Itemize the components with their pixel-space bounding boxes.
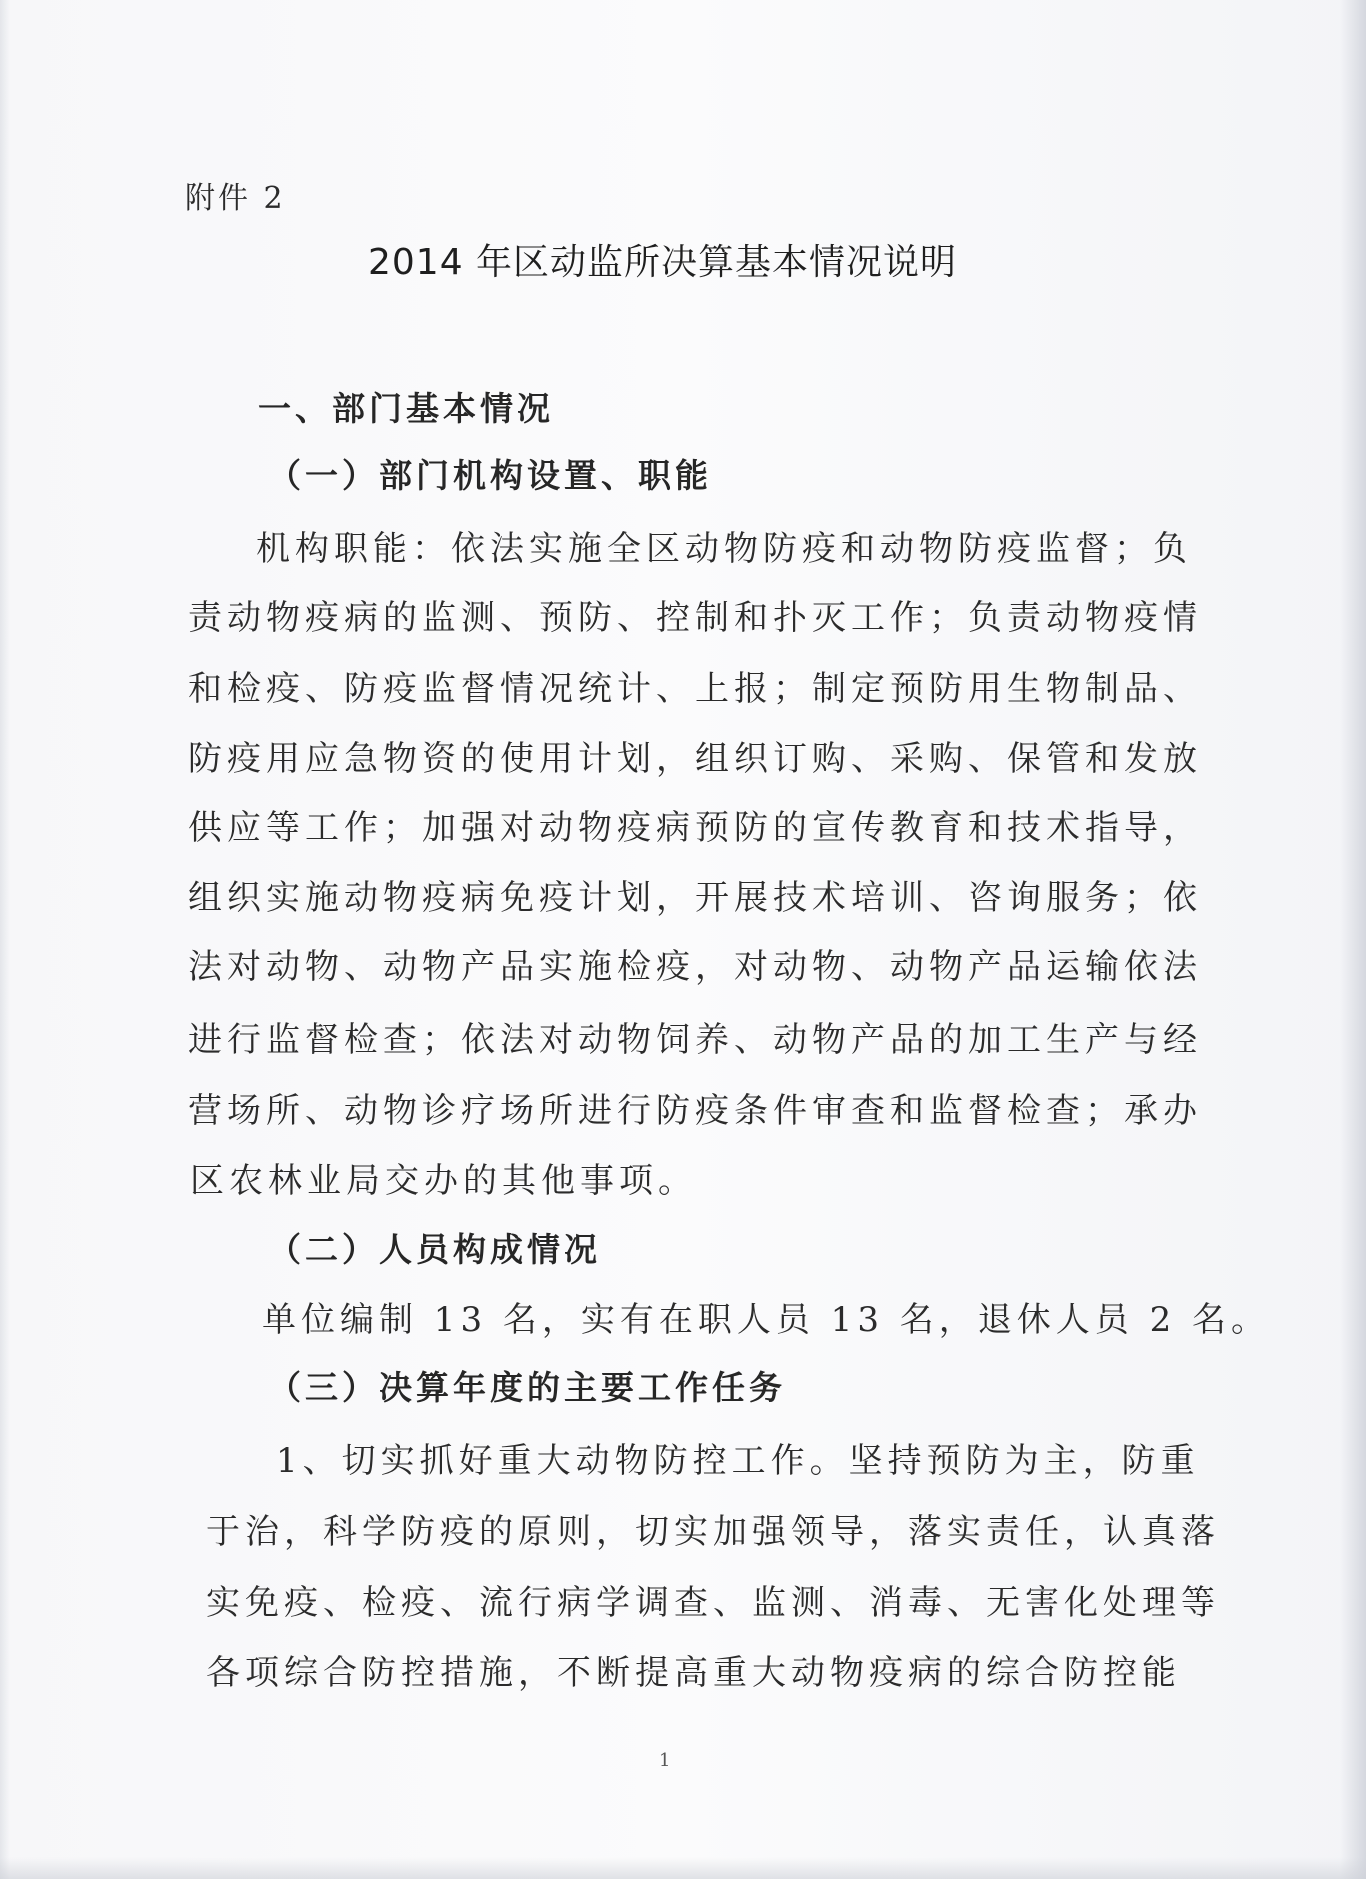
functions-line: 供应等工作；加强对动物疫病预防的宣传教育和技术指导， <box>188 808 1202 848</box>
functions-line: 法对动物、动物产品实施检疫，对动物、动物产品运输依法 <box>188 947 1202 987</box>
subsection3-heading: （三）决算年度的主要工作任务 <box>268 1368 786 1407</box>
page-number: 1 <box>659 1750 671 1771</box>
subsection2-heading: （二）人员构成情况 <box>268 1230 601 1269</box>
document-title: 2014 年区动监所决算基本情况说明 <box>368 242 958 283</box>
functions-line: 营场所、动物诊疗场所进行防疫条件审查和监督检查；承办 <box>188 1091 1202 1131</box>
attachment-label: 附件 2 <box>185 181 286 216</box>
scan-edge-left <box>0 0 10 1879</box>
scan-edge-bottom <box>0 1857 1366 1879</box>
functions-line: 责动物疫病的监测、预防、控制和扑灭工作；负责动物疫情 <box>188 598 1202 638</box>
functions-line: 机构职能：依法实施全区动物防疫和动物防疫监督；负 <box>256 529 1192 569</box>
functions-line: 区农林业局交办的其他事项。 <box>190 1161 697 1201</box>
scan-edge-right <box>1340 0 1366 1879</box>
tasks-line: 1、切实抓好重大动物防控工作。坚持预防为主，防重 <box>276 1441 1200 1481</box>
staffing-text: 单位编制 13 名，实有在职人员 13 名，退休人员 2 名。 <box>262 1300 1271 1340</box>
functions-line: 和检疫、防疫监督情况统计、上报；制定预防用生物制品、 <box>188 669 1202 709</box>
functions-line: 防疫用应急物资的使用计划，组织订购、采购、保管和发放 <box>188 739 1202 779</box>
tasks-line: 于治，科学防疫的原则，切实加强领导，落实责任，认真落 <box>206 1512 1220 1552</box>
subsection1-heading: （一）部门机构设置、职能 <box>268 456 712 495</box>
functions-line: 组织实施动物疫病免疫计划，开展技术培训、咨询服务；依 <box>188 878 1202 918</box>
tasks-line: 实免疫、检疫、流行病学调查、监测、消毒、无害化处理等 <box>206 1583 1220 1623</box>
tasks-line: 各项综合防控措施，不断提高重大动物疫病的综合防控能 <box>206 1653 1181 1693</box>
section1-heading: 一、部门基本情况 <box>258 389 554 428</box>
functions-line: 进行监督检查；依法对动物饲养、动物产品的加工生产与经 <box>188 1020 1202 1060</box>
